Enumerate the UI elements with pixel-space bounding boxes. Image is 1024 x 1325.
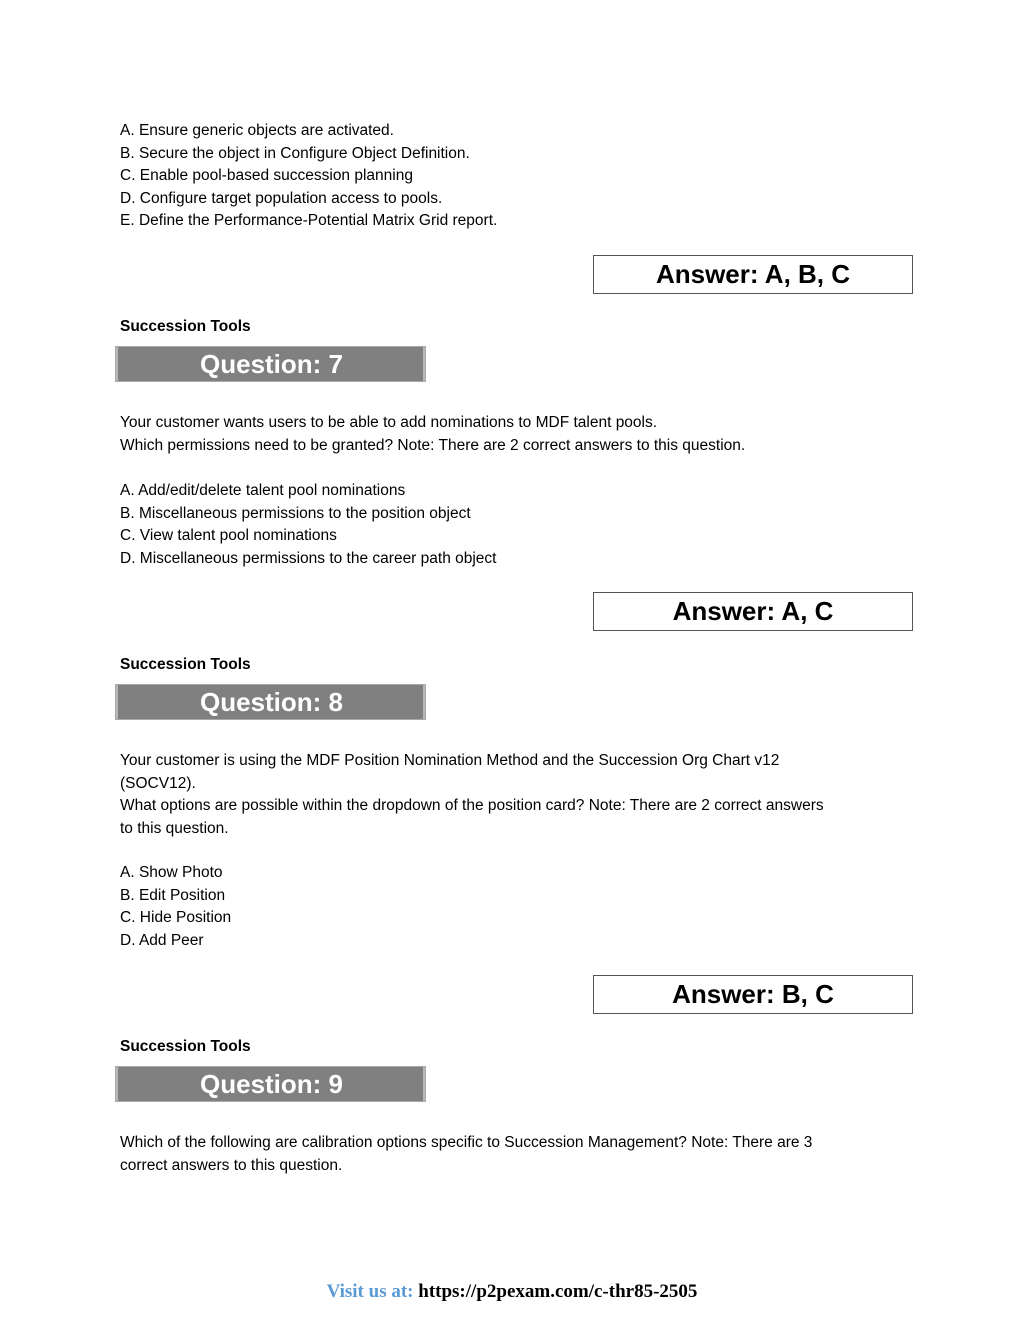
q8-text-line-3: What options are possible within the dropdown of the position card? Note: There are 2 correct answers xyxy=(120,797,824,814)
q8-title: Question: 8 xyxy=(200,687,344,717)
q9-header-bar xyxy=(115,1066,426,1102)
q8-option-c: C. Hide Position xyxy=(120,909,232,926)
q8-option-d: D. Add Peer xyxy=(120,932,204,949)
q6-option-e: E. Define the Performance-Potential Matrix Grid report. xyxy=(120,212,498,229)
q7-option-c: C. View talent pool nominations xyxy=(120,527,337,544)
q8-topic: Succession Tools xyxy=(120,656,251,673)
q7-text-line-2: Which permissions need to be granted? Note: There are 2 correct answers to this question. xyxy=(120,437,746,454)
q8-option-a: A. Show Photo xyxy=(120,864,223,881)
q6-option-b: B. Secure the object in Configure Object Definition. xyxy=(120,145,470,162)
q7-topic: Succession Tools xyxy=(120,318,251,335)
q6-answer-box xyxy=(593,255,913,294)
q9-topic: Succession Tools xyxy=(120,1038,251,1055)
q6-option-c: C. Enable pool-based succession planning xyxy=(120,167,413,184)
q9-title: Question: 9 xyxy=(200,1069,344,1099)
q7-title: Question: 7 xyxy=(200,349,344,379)
q7-option-d: D. Miscellaneous permissions to the career path object xyxy=(120,550,497,567)
footer-link[interactable]: https://p2pexam.com/c-thr85-2505 xyxy=(418,1281,698,1302)
q8-text-line-1: Your customer is using the MDF Position Nomination Method and the Succession Org Chart v12 xyxy=(120,752,780,769)
q8-text-line-4: to this question. xyxy=(120,820,229,837)
q6-option-a: A. Ensure generic objects are activated. xyxy=(120,122,394,139)
q8-header-bar xyxy=(115,684,426,720)
q8-answer-box xyxy=(593,975,913,1014)
q9-text-line-1: Which of the following are calibration options specific to Succession Management? Note: There are 3 xyxy=(120,1134,813,1151)
q9-text-line-2: correct answers to this question. xyxy=(120,1157,343,1174)
q8-text-line-2: (SOCV12). xyxy=(120,775,196,792)
q7-answer: Answer: A, C xyxy=(672,596,834,626)
q8-option-b: B. Edit Position xyxy=(120,887,226,904)
footer xyxy=(0,1281,1024,1303)
q6-option-d: D. Configure target population access to pools. xyxy=(120,190,443,207)
q7-text-line-1: Your customer wants users to be able to add nominations to MDF talent pools. xyxy=(120,414,658,431)
q8-answer: Answer: B, C xyxy=(672,979,834,1009)
q7-answer-box xyxy=(593,592,913,631)
footer-label: Visit us at: xyxy=(326,1281,414,1302)
q7-option-a: A. Add/edit/delete talent pool nominations xyxy=(120,482,406,499)
q7-header-bar xyxy=(115,346,426,382)
q7-option-b: B. Miscellaneous permissions to the position object xyxy=(120,505,471,522)
q6-answer: Answer: A, B, C xyxy=(655,259,851,289)
